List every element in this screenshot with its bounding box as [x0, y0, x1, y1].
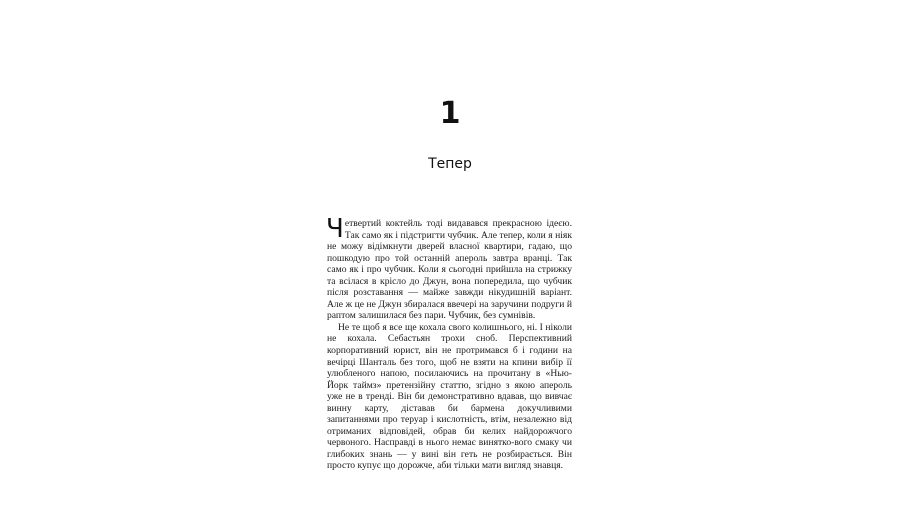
- chapter-body: [326, 214, 572, 472]
- chapter-number: 1: [439, 96, 461, 131]
- paragraph-1-text: етвертий коктейль тоді видавався прекрасною ідеєю. Так само як і підстригти чубчик. Але тепер, коли я ніяк не можу відімкнути дверей власної квартири, гадаю, що пошкодую про той останній апероль завтра вранці. Так само як і про чубчик. Коли я сьогодні прийшла на стрижку та всілася в крісло до Джун, вона попередила, що чубчик після розставання — майже завжди нікудишній варіант. Але ж це не Джун збиралася ввечері на заручини подруги й раптом залишилася без пари. Чубчик, без сумнівів.: [327, 218, 572, 322]
- paragraph-1: [326, 214, 572, 322]
- drop-cap: Ч: [326, 214, 344, 244]
- paragraph-2: Не те щоб я все ще кохала свого колишнього, ні. І ніколи не кохала. Себастьян трохи сноб. Перспективний корпоративний юрист, він не протримався б і години на вечірці Шанталь без того, щоб не взяти на кпини вибір її улюбленого напою, посилаючись на прочитану в «Нью-Йорк таймз» претензійну статтю, згідно з якою апероль уже не в тренді. Він би демонстративно вдавав, що вивчає винну карту, діставав би бармена докучливими запитаннями про теруар і кислотність, втім, незалежно від отриманих відповідей, обрав би келих найдорожчого червоного. Насправді в нього немає винятко-вого смаку чи глибоких знань — у вині він геть не розбирається. Він просто купує що дорожче, аби тільки мати вигляд знавця.: [327, 321, 572, 472]
- chapter-title: Тепер: [428, 156, 472, 172]
